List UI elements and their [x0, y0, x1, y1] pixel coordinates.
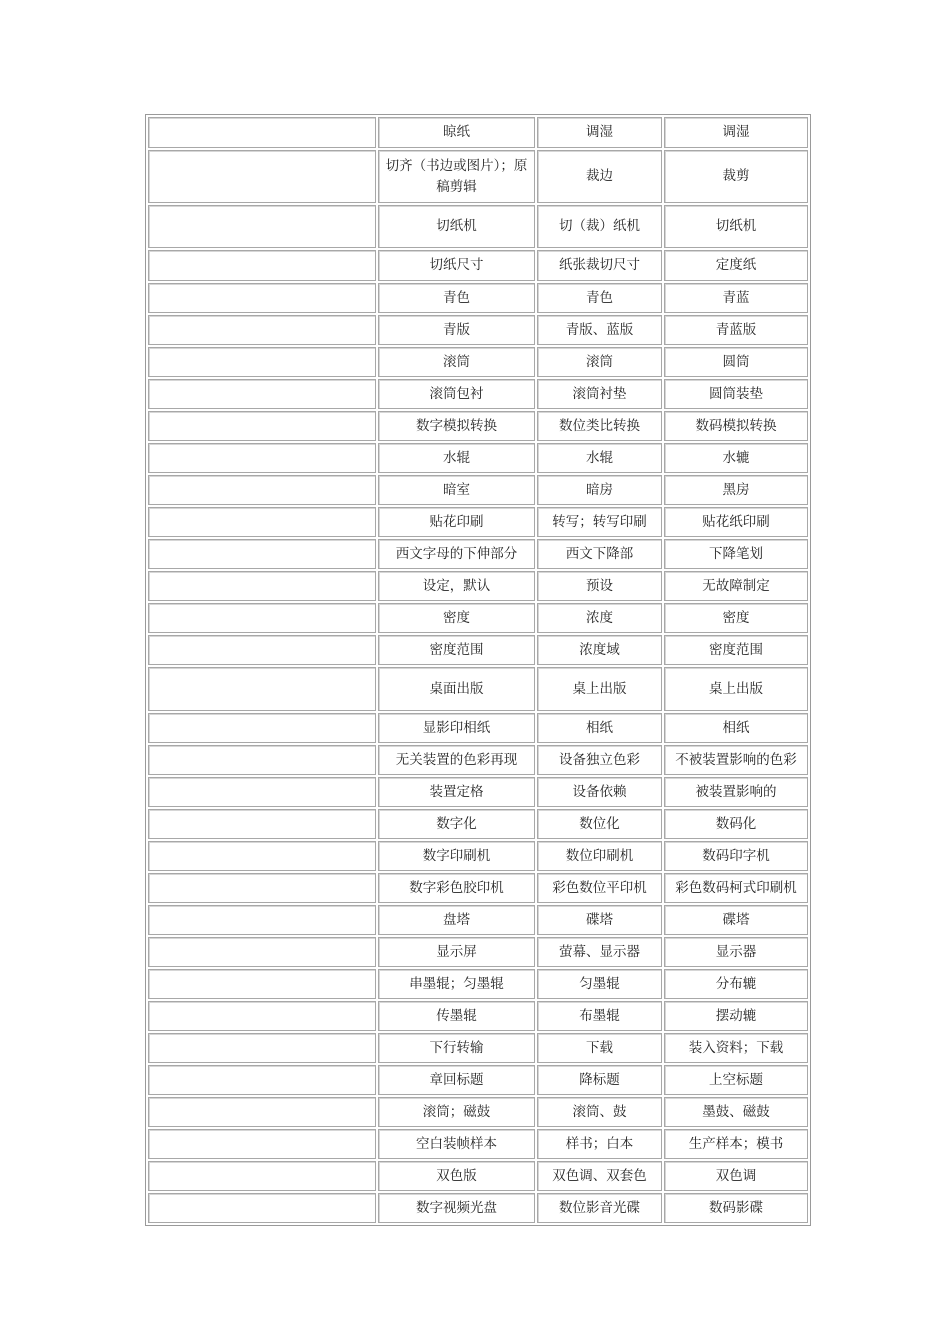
term-cell [148, 283, 376, 313]
taiwan-term-cell: 暗房 [537, 475, 662, 505]
term-cell [148, 1161, 376, 1191]
term-cell [148, 411, 376, 441]
mainland-term-cell: 显示屏 [378, 937, 535, 967]
table-row [148, 1001, 808, 1031]
mainland-term-cell: 数字印刷机 [378, 841, 535, 871]
term-cell [148, 150, 376, 203]
mainland-term-cell: 青版 [378, 315, 535, 345]
mainland-term-cell: 数字化 [378, 809, 535, 839]
glossary-table [145, 114, 811, 1226]
taiwan-term-cell: 匀墨辊 [537, 969, 662, 999]
table-row [148, 1193, 808, 1223]
term-cell [148, 443, 376, 473]
table-row [148, 443, 808, 473]
taiwan-term-cell: 水辊 [537, 443, 662, 473]
mainland-term-cell: 传墨辊 [378, 1001, 535, 1031]
hongkong-term-cell: 密度范围 [664, 635, 808, 665]
hongkong-term-cell: 双色调 [664, 1161, 808, 1191]
term-cell [148, 250, 376, 281]
taiwan-term-cell: 数位类比转换 [537, 411, 662, 441]
hongkong-term-cell: 显示器 [664, 937, 808, 967]
mainland-term-cell: 数字视频光盘 [378, 1193, 535, 1223]
table-row [148, 571, 808, 601]
table-row [148, 411, 808, 441]
term-cell [148, 873, 376, 903]
table-row [148, 205, 808, 248]
table-row [148, 250, 808, 281]
term-cell [148, 713, 376, 743]
mainland-term-cell: 数字模拟转换 [378, 411, 535, 441]
term-cell [148, 475, 376, 505]
term-cell [148, 745, 376, 775]
taiwan-term-cell: 设备独立色彩 [537, 745, 662, 775]
term-cell [148, 969, 376, 999]
taiwan-term-cell: 调湿 [537, 117, 662, 148]
table-row [148, 969, 808, 999]
term-cell [148, 667, 376, 711]
taiwan-term-cell: 数位印刷机 [537, 841, 662, 871]
mainland-term-cell: 无关装置的色彩再现 [378, 745, 535, 775]
mainland-term-cell: 西文字母的下伸部分 [378, 539, 535, 569]
taiwan-term-cell: 青色 [537, 283, 662, 313]
table-row [148, 1033, 808, 1063]
hongkong-term-cell: 桌上出版 [664, 667, 808, 711]
term-cell [148, 809, 376, 839]
mainland-term-cell: 章回标题 [378, 1065, 535, 1095]
mainland-term-cell: 切齐（书边或图片）；原稿剪辑 [378, 150, 535, 203]
mainland-term-cell: 数字彩色胶印机 [378, 873, 535, 903]
taiwan-term-cell: 萤幕、显示器 [537, 937, 662, 967]
term-cell [148, 205, 376, 248]
mainland-term-cell: 密度 [378, 603, 535, 633]
term-cell [148, 571, 376, 601]
hongkong-term-cell: 水辘 [664, 443, 808, 473]
table-row [148, 937, 808, 967]
mainland-term-cell: 桌面出版 [378, 667, 535, 711]
hongkong-term-cell: 青蓝版 [664, 315, 808, 345]
taiwan-term-cell: 预设 [537, 571, 662, 601]
taiwan-term-cell: 布墨辊 [537, 1001, 662, 1031]
mainland-term-cell: 串墨辊；匀墨辊 [378, 969, 535, 999]
hongkong-term-cell: 裁剪 [664, 150, 808, 203]
table-row [148, 667, 808, 711]
hongkong-term-cell: 上空标题 [664, 1065, 808, 1095]
hongkong-term-cell: 相纸 [664, 713, 808, 743]
term-cell [148, 777, 376, 807]
taiwan-term-cell: 桌上出版 [537, 667, 662, 711]
hongkong-term-cell: 数码印字机 [664, 841, 808, 871]
taiwan-term-cell: 降标题 [537, 1065, 662, 1095]
taiwan-term-cell: 下载 [537, 1033, 662, 1063]
hongkong-term-cell: 无故障制定 [664, 571, 808, 601]
mainland-term-cell: 切纸尺寸 [378, 250, 535, 281]
mainland-term-cell: 暗室 [378, 475, 535, 505]
taiwan-term-cell: 滚筒衬垫 [537, 379, 662, 409]
taiwan-term-cell: 样书；白本 [537, 1129, 662, 1159]
taiwan-term-cell: 浓度域 [537, 635, 662, 665]
term-cell [148, 1193, 376, 1223]
hongkong-term-cell: 被装置影响的 [664, 777, 808, 807]
taiwan-term-cell: 纸张裁切尺寸 [537, 250, 662, 281]
hongkong-term-cell: 切纸机 [664, 205, 808, 248]
table-row [148, 1065, 808, 1095]
hongkong-term-cell: 生产样本；模书 [664, 1129, 808, 1159]
table-row [148, 283, 808, 313]
hongkong-term-cell: 墨鼓、磁鼓 [664, 1097, 808, 1127]
term-cell [148, 347, 376, 377]
term-cell [148, 841, 376, 871]
hongkong-term-cell: 定度纸 [664, 250, 808, 281]
taiwan-term-cell: 数位影音光碟 [537, 1193, 662, 1223]
mainland-term-cell: 水辊 [378, 443, 535, 473]
mainland-term-cell: 切纸机 [378, 205, 535, 248]
table-row [148, 809, 808, 839]
table-row [148, 117, 808, 148]
table-row [148, 315, 808, 345]
table-row [148, 745, 808, 775]
taiwan-term-cell: 浓度 [537, 603, 662, 633]
term-cell [148, 1097, 376, 1127]
hongkong-term-cell: 数码化 [664, 809, 808, 839]
mainland-term-cell: 下行转输 [378, 1033, 535, 1063]
hongkong-term-cell: 贴花纸印刷 [664, 507, 808, 537]
term-cell [148, 117, 376, 148]
mainland-term-cell: 设定，默认 [378, 571, 535, 601]
term-cell [148, 507, 376, 537]
table-row [148, 1161, 808, 1191]
table-row [148, 905, 808, 935]
mainland-term-cell: 贴花印刷 [378, 507, 535, 537]
mainland-term-cell: 双色版 [378, 1161, 535, 1191]
mainland-term-cell: 空白装帧样本 [378, 1129, 535, 1159]
table-row [148, 1129, 808, 1159]
hongkong-term-cell: 分布辘 [664, 969, 808, 999]
term-cell [148, 603, 376, 633]
table-row [148, 539, 808, 569]
mainland-term-cell: 滚筒 [378, 347, 535, 377]
taiwan-term-cell: 转写；转写印刷 [537, 507, 662, 537]
term-cell [148, 1033, 376, 1063]
term-cell [148, 1001, 376, 1031]
mainland-term-cell: 青色 [378, 283, 535, 313]
mainland-term-cell: 晾纸 [378, 117, 535, 148]
hongkong-term-cell: 黑房 [664, 475, 808, 505]
table-row [148, 841, 808, 871]
taiwan-term-cell: 彩色数位平印机 [537, 873, 662, 903]
hongkong-term-cell: 下降笔划 [664, 539, 808, 569]
table-row [148, 603, 808, 633]
mainland-term-cell: 滚筒；磁鼓 [378, 1097, 535, 1127]
table-row [148, 347, 808, 377]
mainland-term-cell: 盘塔 [378, 905, 535, 935]
mainland-term-cell: 显影印相纸 [378, 713, 535, 743]
term-cell [148, 539, 376, 569]
table-row [148, 507, 808, 537]
table-row [148, 1097, 808, 1127]
term-cell [148, 937, 376, 967]
taiwan-term-cell: 滚筒 [537, 347, 662, 377]
taiwan-term-cell: 切（裁）纸机 [537, 205, 662, 248]
glossary-table-body [148, 117, 808, 1223]
hongkong-term-cell: 碟塔 [664, 905, 808, 935]
hongkong-term-cell: 数码影碟 [664, 1193, 808, 1223]
hongkong-term-cell: 调湿 [664, 117, 808, 148]
hongkong-term-cell: 圆筒装垫 [664, 379, 808, 409]
term-cell [148, 635, 376, 665]
taiwan-term-cell: 滚筒、鼓 [537, 1097, 662, 1127]
taiwan-term-cell: 裁边 [537, 150, 662, 203]
table-row [148, 379, 808, 409]
term-cell [148, 1129, 376, 1159]
taiwan-term-cell: 西文下降部 [537, 539, 662, 569]
table-row [148, 713, 808, 743]
term-cell [148, 379, 376, 409]
taiwan-term-cell: 设备依赖 [537, 777, 662, 807]
hongkong-term-cell: 不被装置影响的色彩 [664, 745, 808, 775]
taiwan-term-cell: 青版、蓝版 [537, 315, 662, 345]
mainland-term-cell: 装置定格 [378, 777, 535, 807]
hongkong-term-cell: 圆筒 [664, 347, 808, 377]
taiwan-term-cell: 双色调、双套色 [537, 1161, 662, 1191]
term-cell [148, 315, 376, 345]
hongkong-term-cell: 装入资料；下载 [664, 1033, 808, 1063]
table-row [148, 777, 808, 807]
term-cell [148, 905, 376, 935]
table-row [148, 475, 808, 505]
taiwan-term-cell: 碟塔 [537, 905, 662, 935]
mainland-term-cell: 密度范围 [378, 635, 535, 665]
hongkong-term-cell: 彩色数码柯式印刷机 [664, 873, 808, 903]
table-row [148, 150, 808, 203]
hongkong-term-cell: 密度 [664, 603, 808, 633]
hongkong-term-cell: 摆动辘 [664, 1001, 808, 1031]
term-cell [148, 1065, 376, 1095]
hongkong-term-cell: 青蓝 [664, 283, 808, 313]
taiwan-term-cell: 相纸 [537, 713, 662, 743]
mainland-term-cell: 滚筒包衬 [378, 379, 535, 409]
table-row [148, 873, 808, 903]
taiwan-term-cell: 数位化 [537, 809, 662, 839]
hongkong-term-cell: 数码模拟转换 [664, 411, 808, 441]
table-row [148, 635, 808, 665]
